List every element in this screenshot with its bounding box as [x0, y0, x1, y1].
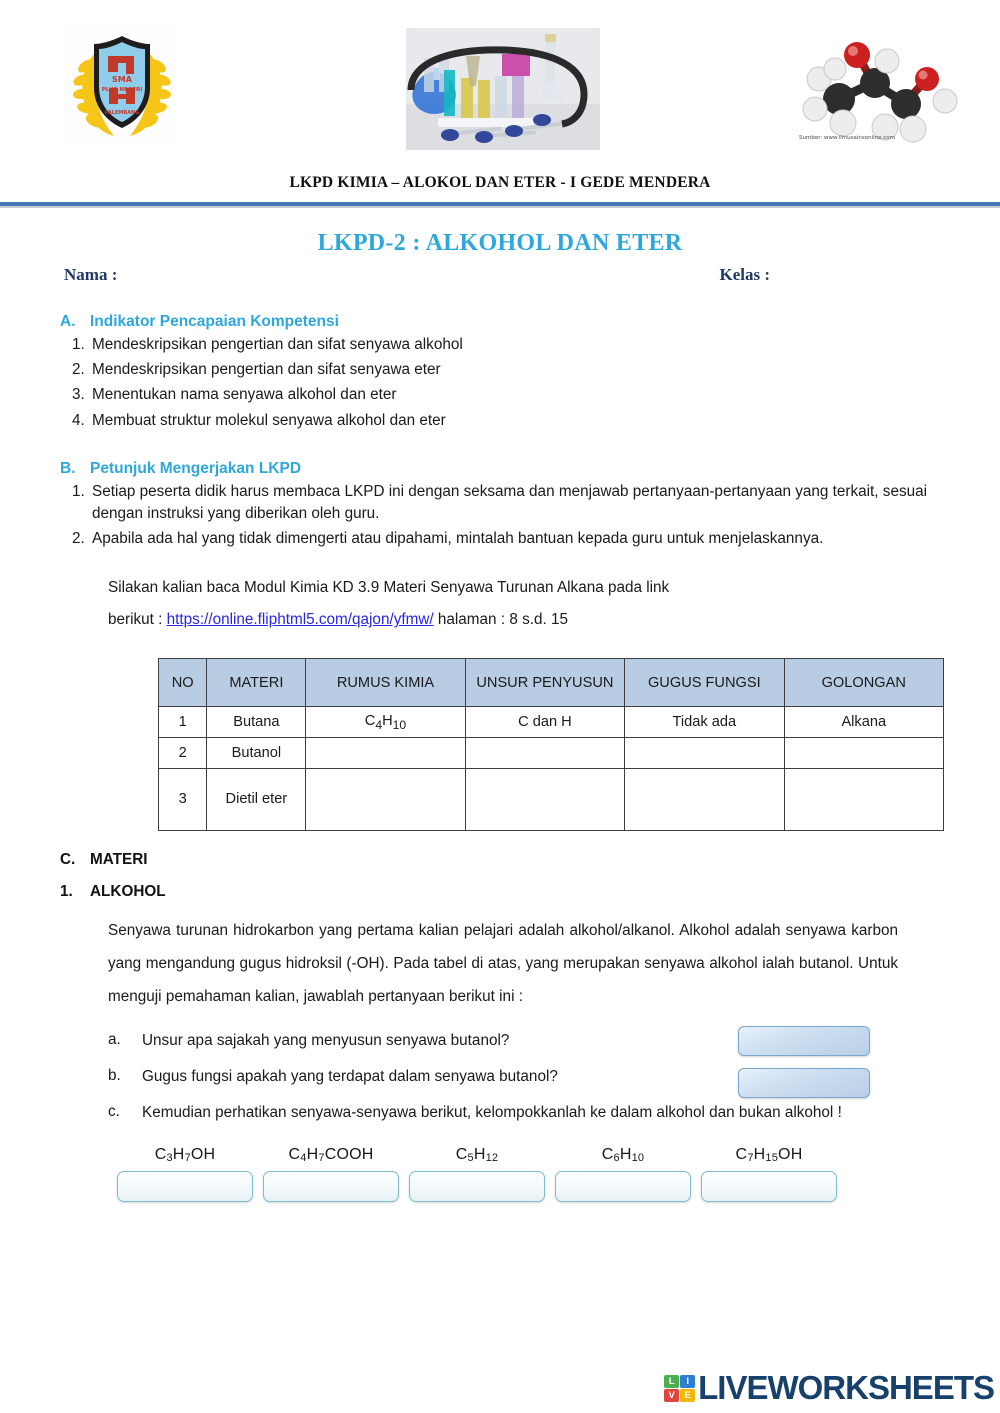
formula-answer-input-3[interactable]: [409, 1171, 545, 1202]
section-c-heading: [60, 851, 940, 869]
list-text: Setiap peserta didik harus membaca LKPD ini dengan seksama dan menjawab pertanyaan-pertanyaan yang terkait, sesuai dengan instruksi yang diberikan oleh guru.: [92, 482, 928, 522]
alkohol-paragraph: Senyawa turunan hidrokarbon yang pertama kalian pelajari adalah alkohol/alkanol. Alkohol adalah senyawa karbon yang mengandung gugus hidroksil (-OH). Pada tabel di atas, yang merupakan senyawa alkohol ialah butanol. Untuk menguji pemahaman kalian, jawablah pertanyaan berikut ini :: [108, 922, 898, 1006]
section-c-letter: C.: [60, 851, 76, 869]
question-text: Gugus fungsi apakah yang terdapat dalam senyawa butanol?: [142, 1067, 558, 1085]
worksheet-body: [0, 230, 1000, 1202]
formula-label: [456, 1146, 499, 1164]
list-item: [60, 359, 940, 381]
liveworksheets-brand-text: LIVEWORKSHEETS: [698, 1369, 994, 1406]
formula-element: H: [172, 1146, 185, 1164]
question-marker: a.: [108, 1031, 121, 1049]
cell-no: 2: [159, 738, 207, 769]
table-header-row: [159, 659, 944, 707]
formula-tail: OH: [190, 1146, 216, 1164]
logo-tile-l: L: [664, 1375, 679, 1388]
formula-element: C: [601, 1146, 614, 1164]
column-header-gugus-fungsi: GUGUS FUNGSI: [625, 659, 784, 707]
formula-element: H: [619, 1146, 632, 1164]
logo-tile-e: E: [680, 1389, 695, 1402]
list-marker: 1.: [72, 482, 85, 500]
cell-no: 1: [159, 707, 207, 738]
molecule-model-image: [793, 25, 975, 147]
formula-element: C: [735, 1146, 748, 1164]
svg-text:PALEMBANG: PALEMBANG: [104, 110, 140, 116]
table-header: [159, 659, 944, 707]
question-text: Kemudian perhatikan senyawa-senyawa berikut, kelompokkanlah ke dalam alkohol dan bukan alkohol !: [142, 1103, 842, 1121]
cell-materi: Butanol: [207, 738, 306, 769]
formula-label: [736, 1146, 803, 1164]
answer-input-a[interactable]: [738, 1026, 870, 1056]
subsection-alkohol-heading: [60, 883, 940, 901]
formula-cell: [112, 1146, 258, 1202]
section-b-list: [60, 481, 940, 551]
formula-tail: OH: [778, 1146, 803, 1164]
question-marker: b.: [108, 1067, 121, 1085]
formula-subscript: 6: [613, 1152, 620, 1165]
liveworksheets-footer[interactable]: [664, 1369, 994, 1407]
table-row: [159, 707, 944, 738]
list-text: Apabila ada hal yang tidak dimengerti atau dipahami, mintalah bantuan kepada guru untuk menjelaskannya.: [92, 530, 824, 548]
formula-subscript: 4: [300, 1152, 307, 1165]
student-fields-row: [60, 265, 940, 285]
list-text: Menentukan nama senyawa alkohol dan eter: [92, 386, 397, 404]
formula-label: [155, 1146, 216, 1164]
module-link-suffix: halaman : 8 s.d. 15: [433, 611, 568, 629]
formula-subscript: 10: [631, 1152, 645, 1165]
svg-text:PLUS NEGERI: PLUS NEGERI: [101, 87, 143, 93]
cell-materi: Dietil eter: [207, 769, 306, 831]
worksheet-title: LKPD-2 : ALKOHOL DAN ETER: [317, 230, 683, 256]
logo-tile-v: V: [664, 1389, 679, 1402]
section-b-heading: [60, 460, 940, 478]
module-link-prefix: berikut :: [108, 611, 167, 629]
page-header-title: LKPD KIMIA – ALOKOL DAN ETER - I GEDE MENDERA: [289, 174, 711, 191]
question-marker: c.: [108, 1103, 120, 1121]
formula-cell: [404, 1146, 550, 1202]
header-images: [0, 0, 1000, 170]
formula-element: C: [364, 712, 376, 729]
formula-cell: [550, 1146, 696, 1202]
cell-golongan-empty[interactable]: [784, 738, 943, 769]
formula-cell: [258, 1146, 404, 1202]
formula-cell: [696, 1146, 842, 1202]
formula-subscript: 10: [392, 717, 407, 732]
module-link-line: [108, 604, 898, 636]
list-item: [60, 528, 940, 550]
formula-element: H: [753, 1146, 766, 1164]
cell-unsur: C dan H: [465, 707, 624, 738]
list-item: [60, 384, 940, 406]
section-a-heading: [60, 313, 940, 331]
module-link-intro: Silakan kalian baca Modul Kimia KD 3.9 Materi Senyawa Turunan Alkana pada link: [108, 579, 670, 597]
formula-answer-input-5[interactable]: [701, 1171, 837, 1202]
formula-tail: COOH: [324, 1146, 374, 1164]
svg-text:SMA: SMA: [112, 75, 132, 84]
subsection-marker: 1.: [60, 883, 73, 901]
cell-gugus-empty[interactable]: [625, 738, 784, 769]
list-item: [60, 481, 940, 525]
formula-label: [289, 1146, 374, 1164]
cell-rumus: [306, 707, 465, 738]
formula-classification-row: [112, 1146, 842, 1202]
question-c: [108, 1094, 940, 1130]
list-marker: 3.: [72, 386, 85, 404]
section-b-letter: B.: [60, 459, 76, 477]
cell-golongan-empty[interactable]: [784, 769, 943, 831]
column-header-no: NO: [159, 659, 207, 707]
column-header-materi: MATERI: [207, 659, 306, 707]
alkohol-questions: [108, 1022, 940, 1130]
formula-subscript: 15: [765, 1152, 779, 1165]
cell-materi: Butana: [207, 707, 306, 738]
section-a-letter: A.: [60, 313, 76, 330]
column-header-rumus-kimia: RUMUS KIMIA: [306, 659, 465, 707]
formula-element: C: [154, 1146, 167, 1164]
header-divider-shadow: [0, 206, 1000, 208]
laboratory-glassware-image: [406, 28, 600, 150]
formula-element: C: [288, 1146, 301, 1164]
formula-subscript: 7: [318, 1152, 325, 1165]
column-header-unsur-penyusun: UNSUR PENYUSUN: [465, 659, 624, 707]
section-c-title: MATERI: [90, 851, 148, 869]
list-text: Membuat struktur molekul senyawa alkohol dan eter: [92, 411, 446, 429]
logo-tile-i: I: [680, 1375, 695, 1388]
answer-input-b[interactable]: [738, 1068, 870, 1098]
cell-gugus-empty[interactable]: [625, 769, 784, 831]
list-marker: 1.: [72, 336, 85, 353]
formula-subscript: 3: [166, 1152, 173, 1165]
question-text: Unsur apa sajakah yang menyusun senyawa butanol?: [142, 1031, 510, 1049]
cell-unsur-empty[interactable]: [465, 769, 624, 831]
cell-no: 3: [159, 769, 207, 831]
module-link[interactable]: https://online.fliphtml5.com/qajon/yfmw/: [166, 611, 434, 629]
school-logo: [66, 22, 178, 142]
formula-subscript: 5: [467, 1152, 474, 1165]
liveworksheets-logo-icon: [664, 1375, 695, 1402]
section-b-title: Petunjuk Mengerjakan LKPD: [90, 459, 302, 477]
formula-answer-input-1[interactable]: [117, 1171, 253, 1202]
list-marker: 2.: [72, 361, 85, 379]
cell-gugus: Tidak ada: [625, 707, 784, 738]
formula-subscript: 7: [184, 1152, 191, 1165]
materi-table: [158, 658, 944, 831]
formula-element: H: [382, 712, 393, 729]
cell-unsur-empty[interactable]: [465, 738, 624, 769]
cell-golongan: Alkana: [784, 707, 943, 738]
formula-subscript: 7: [747, 1152, 754, 1165]
module-link-paragraph: [108, 572, 898, 636]
cell-rumus-empty[interactable]: [306, 769, 465, 831]
list-marker: 4.: [72, 411, 85, 429]
column-header-golongan: GOLONGAN: [784, 659, 943, 707]
list-marker: 2.: [72, 530, 85, 548]
cell-rumus-empty[interactable]: [306, 738, 465, 769]
formula-subscript: 4: [375, 717, 383, 732]
table-row: [159, 738, 944, 769]
formula-label: [602, 1146, 645, 1164]
molecule-source-caption: Sumber: www.ilmusainsonline.com: [799, 135, 896, 141]
formula-answer-input-4[interactable]: [555, 1171, 691, 1202]
table-row: [159, 769, 944, 831]
table-body: [159, 707, 944, 831]
list-item: [60, 410, 940, 432]
formula-element: H: [473, 1146, 486, 1164]
subsection-title: ALKOHOL: [90, 883, 166, 901]
list-text: Mendeskripsikan pengertian dan sifat senyawa alkohol: [92, 336, 463, 353]
list-text: Mendeskripsikan pengertian dan sifat senyawa eter: [92, 361, 441, 379]
section-a-list: [60, 334, 940, 432]
formula-element: H: [306, 1146, 319, 1164]
nama-label: Nama :: [64, 265, 118, 284]
formula-element: C: [455, 1146, 468, 1164]
formula-subscript: 12: [485, 1152, 499, 1165]
list-item: [60, 334, 940, 356]
formula-answer-input-2[interactable]: [263, 1171, 399, 1202]
kelas-label: Kelas :: [719, 265, 770, 284]
section-a-title: Indikator Pencapaian Kompetensi: [90, 313, 339, 330]
